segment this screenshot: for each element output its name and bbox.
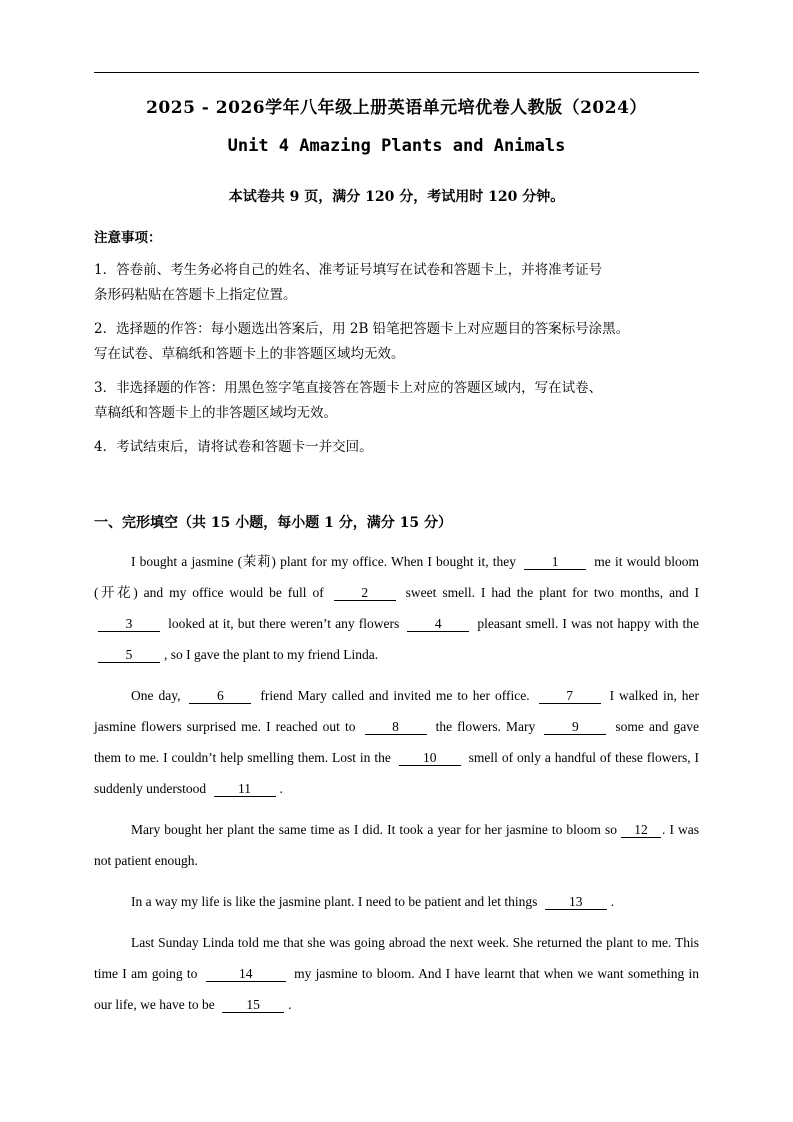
passage-text: pleasant smell. I was not happy with the (477, 616, 700, 631)
passage-text: One day, (131, 688, 181, 703)
blank-15[interactable]: 15 (222, 998, 284, 1013)
blank-3[interactable]: 3 (98, 617, 160, 632)
blank-12[interactable]: 12 (621, 823, 661, 838)
passage-text: Last Sunday Linda told me that she was going abroad the next week. She returned the plant to me. This time I am going to (94, 935, 699, 981)
passage-text: friend Mary called and invited me to her office. (260, 688, 530, 703)
unit-title: Unit 4 Amazing Plants and Animals (227, 136, 566, 156)
passage-text: In a way my life is like the jasmine plant. I need to be patient and let things (131, 894, 538, 909)
blank-7[interactable]: 7 (539, 689, 601, 704)
note-line: 条形码粘贴在答题卡上指定位置。 (94, 287, 297, 303)
passage-text: smell of only a handful of these flowers, I suddenly understood (94, 750, 700, 796)
exam-title: 2025 - 2026学年八年级上册英语单元培优卷人教版（2024） (146, 98, 647, 118)
passage-text: my jasmine to bloom. And I have learnt that when we want something in our life, we have to be (94, 966, 700, 1012)
cloze-passage (94, 546, 699, 1030)
notes-heading: 注意事项： (94, 230, 162, 246)
passage-text: some and gave them to me. I couldn’t help smelling them. Lost in the (94, 719, 700, 765)
note-item (94, 258, 699, 308)
header-rule (94, 72, 699, 73)
blank-1[interactable]: 1 (524, 555, 586, 570)
passage-text: I walked in, her jasmine flowers surprised me. I reached out to (94, 688, 700, 734)
note-item (94, 317, 699, 367)
note-line: 2．选择题的作答：每小题选出答案后，用 2B 铅笔把答题卡上对应题目的答案标号涂黑。 (94, 321, 630, 337)
notes-list (94, 258, 699, 469)
passage-paragraph-3 (94, 814, 699, 876)
blank-4[interactable]: 4 (407, 617, 469, 632)
blank-13[interactable]: 13 (545, 895, 607, 910)
note-item (94, 376, 699, 426)
note-line: 4．考试结束后，请将试卷和答题卡一并交回。 (94, 439, 373, 455)
blank-5[interactable]: 5 (98, 648, 160, 663)
blank-14[interactable]: 14 (206, 967, 286, 982)
blank-9[interactable]: 9 (544, 720, 606, 735)
note-line: 草稿纸和答题卡上的非答题区域均无效。 (94, 405, 337, 421)
passage-text: the flowers. Mary (435, 719, 536, 734)
blank-2[interactable]: 2 (334, 586, 396, 601)
passage-paragraph-2 (94, 680, 699, 804)
passage-paragraph-5 (94, 927, 699, 1020)
passage-text: Mary bought her plant the same time as I did. It took a year for her jasmine to bloom so (131, 822, 617, 837)
section-heading: 一、完形填空（共 15 小题，每小题 1 分，满分 15 分） (94, 515, 452, 531)
note-line: 1．答卷前、考生务必将自己的姓名、准考证号填写在试卷和答题卡上，并将准考证号 (94, 262, 603, 278)
blank-6[interactable]: 6 (189, 689, 251, 704)
blank-8[interactable]: 8 (365, 720, 427, 735)
passage-paragraph-1 (94, 546, 699, 670)
blank-11[interactable]: 11 (214, 782, 276, 797)
passage-text: me it would bloom (开花) and my office would be full of (94, 554, 700, 600)
passage-text: . (610, 894, 615, 909)
note-item (94, 435, 699, 460)
passage-text: . (279, 781, 283, 796)
passage-text: sweet smell. I had the plant for two months, and I (405, 585, 700, 600)
passage-text: . I was not patient enough. (94, 822, 699, 868)
blank-10[interactable]: 10 (399, 751, 461, 766)
passage-paragraph-4 (94, 886, 699, 917)
passage-text: looked at it, but there weren’t any flowers (168, 616, 400, 631)
passage-text: , so I gave the plant to my friend Linda. (164, 647, 379, 662)
exam-info: 本试卷共 9 页，满分 120 分，考试用时 120 分钟。 (228, 189, 565, 205)
note-line: 3．非选择题的作答：用黑色签字笔直接答在答题卡上对应的答题区域内，写在试卷、 (94, 380, 603, 396)
passage-text: I bought a jasmine (茉莉) plant for my office. When I bought it, they (131, 554, 516, 569)
passage-text: . (288, 997, 292, 1012)
note-line: 写在试卷、草稿纸和答题卡上的非答题区域均无效。 (94, 346, 405, 362)
